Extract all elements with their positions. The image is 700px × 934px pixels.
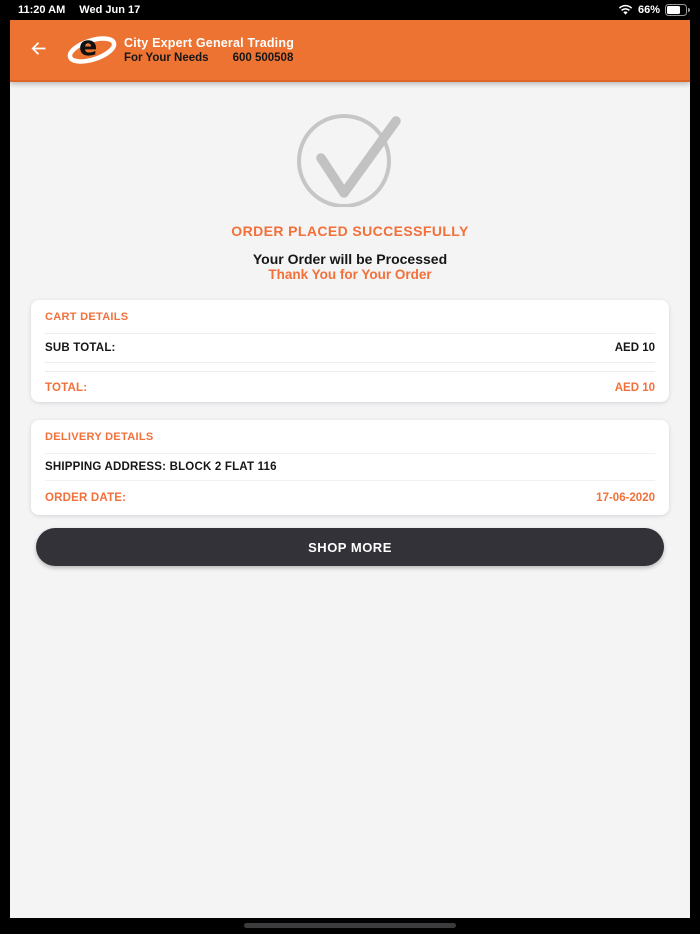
cart-details-card bbox=[31, 300, 669, 402]
wifi-icon bbox=[618, 4, 633, 16]
battery-icon bbox=[665, 4, 690, 16]
subtotal-row bbox=[45, 334, 655, 363]
total-row bbox=[45, 372, 655, 403]
total-label: TOTAL: bbox=[45, 381, 88, 394]
divider bbox=[45, 363, 655, 372]
subtotal-value: AED 10 bbox=[614, 342, 655, 354]
arrow-left-icon bbox=[28, 38, 49, 62]
delivery-details-card bbox=[31, 420, 669, 515]
status-bar bbox=[0, 0, 700, 20]
shipping-address: SHIPPING ADDRESS: BLOCK 2 FLAT 116 bbox=[45, 461, 277, 473]
subtotal-label: SUB TOTAL: bbox=[45, 342, 116, 354]
success-check-icon bbox=[10, 105, 690, 207]
company-phone: 600 500508 bbox=[232, 51, 294, 64]
app-screen bbox=[10, 20, 690, 918]
status-time: 11:20 AM bbox=[18, 4, 66, 16]
company-logo bbox=[66, 30, 118, 70]
company-name: City Expert General Trading bbox=[124, 35, 295, 50]
status-date: Wed Jun 17 bbox=[79, 4, 141, 16]
company-tagline: For Your Needs bbox=[124, 51, 209, 64]
home-indicator[interactable] bbox=[244, 923, 456, 928]
total-value: AED 10 bbox=[614, 381, 655, 394]
shop-more-button[interactable]: SHOP MORE bbox=[36, 528, 664, 566]
app-header bbox=[10, 20, 690, 82]
cart-details-title: CART DETAILS bbox=[45, 300, 655, 334]
order-date-label: ORDER DATE: bbox=[45, 492, 127, 504]
thank-you-text: Thank You for Your Order bbox=[268, 267, 432, 282]
shipping-address-row bbox=[45, 454, 655, 481]
battery-percent: 66% bbox=[637, 4, 660, 16]
delivery-details-title: DELIVERY DETAILS bbox=[45, 420, 655, 454]
order-date-value: 17-06-2020 bbox=[596, 492, 655, 504]
back-button[interactable] bbox=[10, 20, 66, 81]
logo-letter: e bbox=[79, 31, 98, 62]
order-processed-text: Your Order will be Processed bbox=[252, 251, 448, 267]
order-date-row bbox=[45, 481, 655, 515]
order-success-title: ORDER PLACED SUCCESSFULLY bbox=[231, 223, 469, 239]
